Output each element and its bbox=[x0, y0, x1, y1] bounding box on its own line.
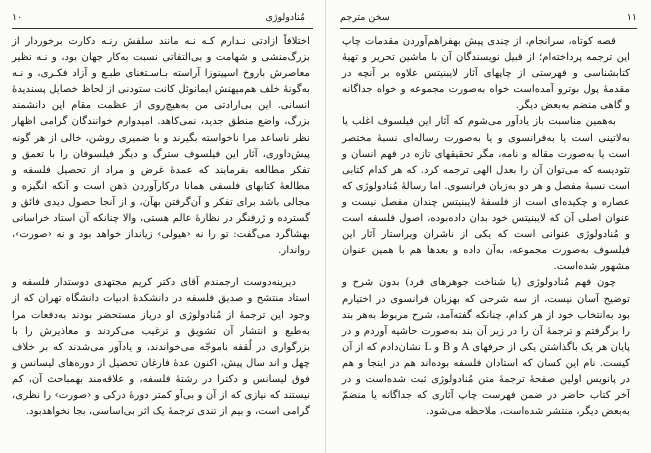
paragraph: دیرینه‌دوست ارجمندم آقای دکتر کریم مجتهدی دوستدار فلسفه و استاد منتشح و صدیق فلسفه در دانشکدهٔ ادبیات دانشگاه تهران که از وجود این ترجمهٔ از مُنادولوژی او دریاز مستحضر بودند به‌دفعات مرا به‌طبع و انتشار آن تشویق و ترغیب می‌کردند و معاذیرش را با بزرگواری در لُقفه ناموجّه می‌خواندند، و یادآور می‌شدند که بر خلاف چهل و اند سال پیش، اکنون عدهٔ فارغان تحصیل از دوره‌های لیسانس و فوق لیسانس و دکترا در رشتهٔ فلسفه، و علاقه‌مند بهمباحث آن، کم نیستند که نیازی که از آن و بی‌اَو کمتر دورهٔ درکی و ‹صورت› را نظری، گرامی است، و بیم از تندی ترجمهٔ یک اثر بی‌اساسی، بجا نخواهدبود. bbox=[12, 277, 310, 418]
header-rule bbox=[12, 28, 313, 29]
header-rule bbox=[340, 28, 637, 29]
right-page bbox=[326, 0, 651, 453]
left-page-body bbox=[12, 34, 310, 420]
right-page-body bbox=[342, 34, 630, 420]
paragraph: قصه کوتاه، سرانجام، از چندی پیش بهفراهم‌آوردن مقدمات چاپ این ترجمه پرداخته‌ام؛ از قبیل نویسندگان آن با ماشین تحریر و تهیهٔ کتابشناسی و فهرستی از چاپهای آثار لایبنیتس علاوه بر آنچه در مقدمهٔ پول بوترو آمده‌است خواه به‌صورت مجموعه و خواه جداگانه و گاهی منضم به‌بعض دیگر. bbox=[342, 36, 630, 112]
page-number: ۱۰ bbox=[12, 12, 23, 23]
running-header: مُنادولوژی bbox=[265, 12, 305, 23]
paragraph: به‌همین مناسبت باز یادآور می‌شوم که آثار این فیلسوف اغلب یا به‌لاتینی است یا به‌فرانسوی و یا به‌صورت رساله‌ای نسبهٔ مختصر است یا به‌صورت مقاله و نامه، مگر تحقیقهای تازه در فهم انسان و تئودیسه که می‌توان آن را بعدل الهی ترجمه کرد. که هر کدام کتابی است نسبهٔ مفصل و هر دو به‌زبان فرانسوی. اما رسالهٔ مُنادولوژی که عصاره و چکیده‌ای است از فلسفهٔ لایبنیتس چندان مفصل نیست و عنوان اصلی آن که لایبنیتس خود بدان داده‌بوده، اصول فلسفه است و مُنادولوژی عنوانی است که یکی از ناشران ویراستار آثار این فیلسوف به‌صورت مجموعه، به‌آن داده و بعدها هم با همین عنوان مشهور شده‌است. bbox=[342, 116, 630, 273]
page-number: ۱۱ bbox=[626, 12, 637, 23]
paragraph: اختلافاً ازادتی نـدارم کـه نـه مانند سلفش رنـه دکارت برخوردار از بزرگ‌منشی و شهامت و بی‌التفاتی نسبت به‌کار جهان بود، و نـه نظیر معاصرش باروخ اسپینوزا آراسته بـاسـتغنای طبـع و آزاد فکـری، و نـه به‌گونهٔ خلف هم‌میهنش ایمانوئل کانت ستودنی از لحاظ خصایل پسندیدهٔ انسانی. این بی‌ارادتی من به‌هیچ‌روی از عظمت مقام این دانشمند بزرگ، واضع منطق جدید، نمی‌کاهد. امیدوارم خوانندگان گرامی اظهار نظر ناساعد مرا ناخواسته بگیرند و با ضمیری روشن، خالی از هر گونه پیش‌داوری، آثار این فیلسوف سترگ و دیگر فیلسوفان را با تعمق و تفکر مطالعه بفرمایند که عمدهٔ غرض و مراد از تحصیل فلسفه و مطالعهٔ کتابهای فلسفی همانا درکارآوردن ذهن است و آنکه انگیزه و مجالی باشد برای تفکر و اَن‌گرفتن بهآن، و از آنجا حصول دیدی فائق و گسترده و ژرفنگر در نظارهٔ عالم هستی، والا چنانکه آن استاد خراسانی بهشاگرد می‌گفت: تو را نه ‹هیولی› زیانداز خواهد بود و نه ‹صورت›، رواندار. bbox=[12, 36, 310, 257]
running-header: سخن مترجم bbox=[340, 12, 390, 23]
paragraph: چون فهم مُنادولوژی (یا شناخت جوهرهای فرد) بدون شرح و توضیح آسان نیست، از سه شرحی که بهزبان فرانسوی در اختیارم بود به‌انتخاب خود از هر کدام، چنانکه گفته‌آمد، شرح مربوط به‌هر بند را برگرفتم و ترجمهٔ آن را در زیر آن بند به‌صورت حاشیه آوردم و در پایان هر یک باگذاشتن یکی از حرفهای A و B و L نشان‌دادم که از آن کیست. نام این کسان که استادان فلسفه بوده‌اند هم در اینجا و هم در پانویس اولین صفحهٔ ترجمهٔ متن مُنادولوژی ثبت شده‌است و در آخر کتاب حاضر در ضمن فهرست چاپ آثاری که جداگانه یا منضمّ به‌بعض دیگر، منتشر شده‌است، ملاحظه می‌شود. bbox=[342, 277, 630, 418]
